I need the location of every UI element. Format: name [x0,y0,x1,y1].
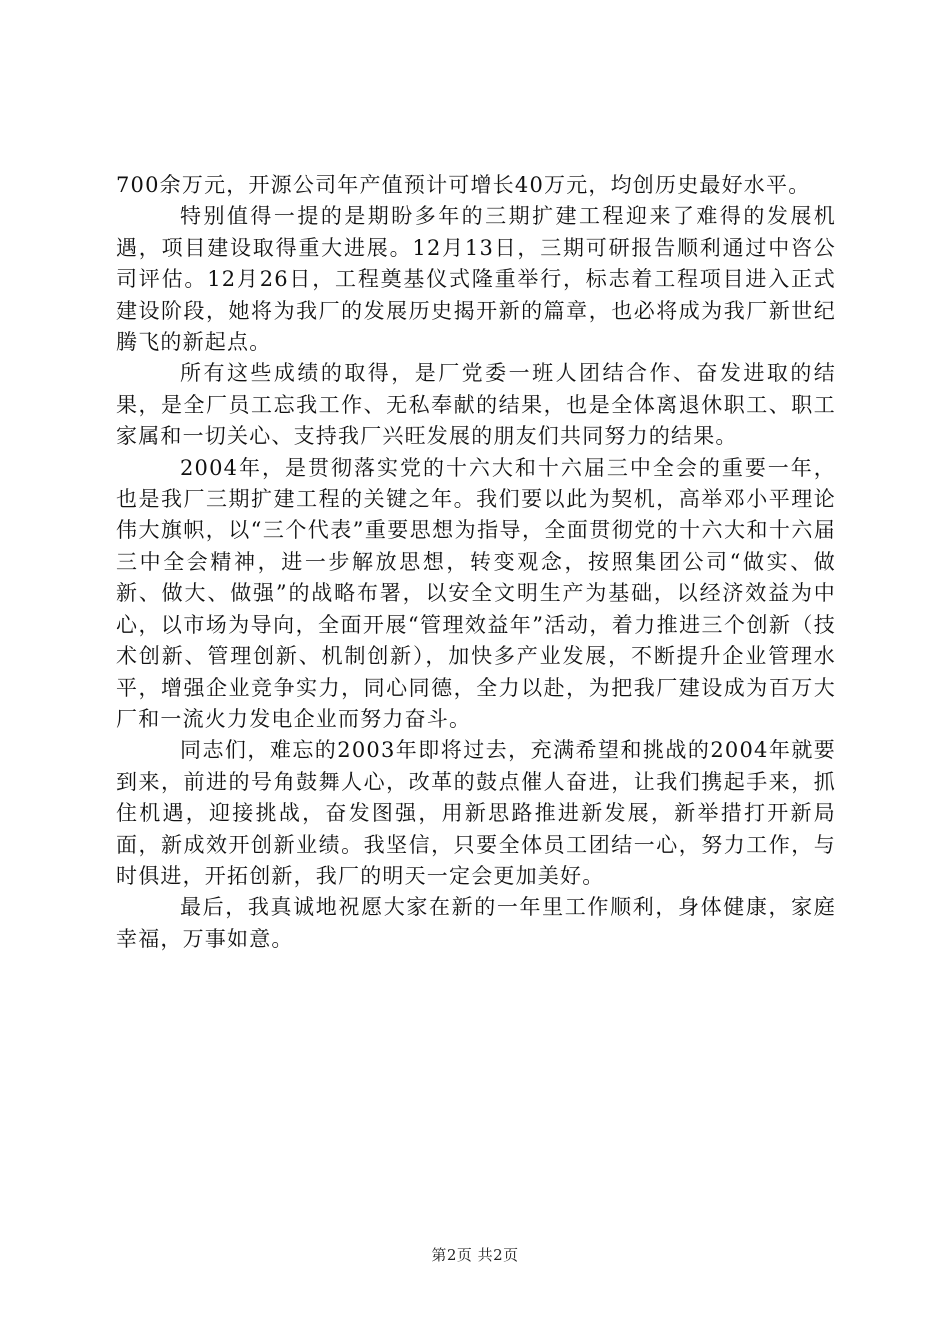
paragraph-2: 特别值得一提的是期盼多年的三期扩建工程迎来了难得的发展机遇，项目建设取得重大进展。12月13日，三期可研报告顺利通过中咨公司评估。12月26日，工程奠基仪式隆重举行，标志着工程项目进入正式建设阶段，她将为我厂的发展历史揭开新的篇章，也必将成为我厂新世纪腾飞的新起点。 [116,204,836,355]
paragraph-6: 最后，我真诚地祝愿大家在新的一年里工作顺利，身体健康，家庭幸福，万事如意。 [116,895,836,951]
document-body [116,170,836,955]
paragraph-1: 700余万元，开源公司年产值预计可增长40万元，均创历史最好水平。 [116,173,811,197]
paragraph-5: 同志们，难忘的2003年即将过去，充满希望和挑战的2004年就要到来，前进的号角鼓舞人心，改革的鼓点催人奋进，让我们携起手来，抓住机遇，迎接挑战，奋发图强，用新思路推进新发展，新举措打开新局面，新成效开创新业绩。我坚信，只要全体员工团结一心，努力工作，与时俱进，开拓创新，我厂的明天一定会更加美好。 [116,738,836,888]
paragraph-4: 2004年，是贯彻落实党的十六大和十六届三中全会的重要一年，也是我厂三期扩建工程的关键之年。我们要以此为契机，高举邓小平理论伟大旗帜，以“三个代表”重要思想为指导，全面贯彻党的十六大和十六届三中全会精神，进一步解放思想，转变观念，按照集团公司“做实、做新、做大、做强”的战略布署，以安全文明生产为基础，以经济效益为中心，以市场为导向，全面开展“管理效益年”活动，着力推进三个创新（技术创新、管理创新、机制创新），加快多产业发展，不断提升企业管理水平，增强企业竞争实力，同心同德，全力以赴，为把我厂建设成为百万大厂和一流火力发电企业而努力奋斗。 [116,455,836,731]
paragraph-3: 所有这些成绩的取得，是厂党委一班人团结合作、奋发进取的结果，是全厂员工忘我工作、无私奉献的结果，也是全体离退休职工、职工家属和一切关心、支持我厂兴旺发展的朋友们共同努力的结果。 [116,361,836,449]
page-footer: 第2页 共2页 [431,1246,519,1264]
